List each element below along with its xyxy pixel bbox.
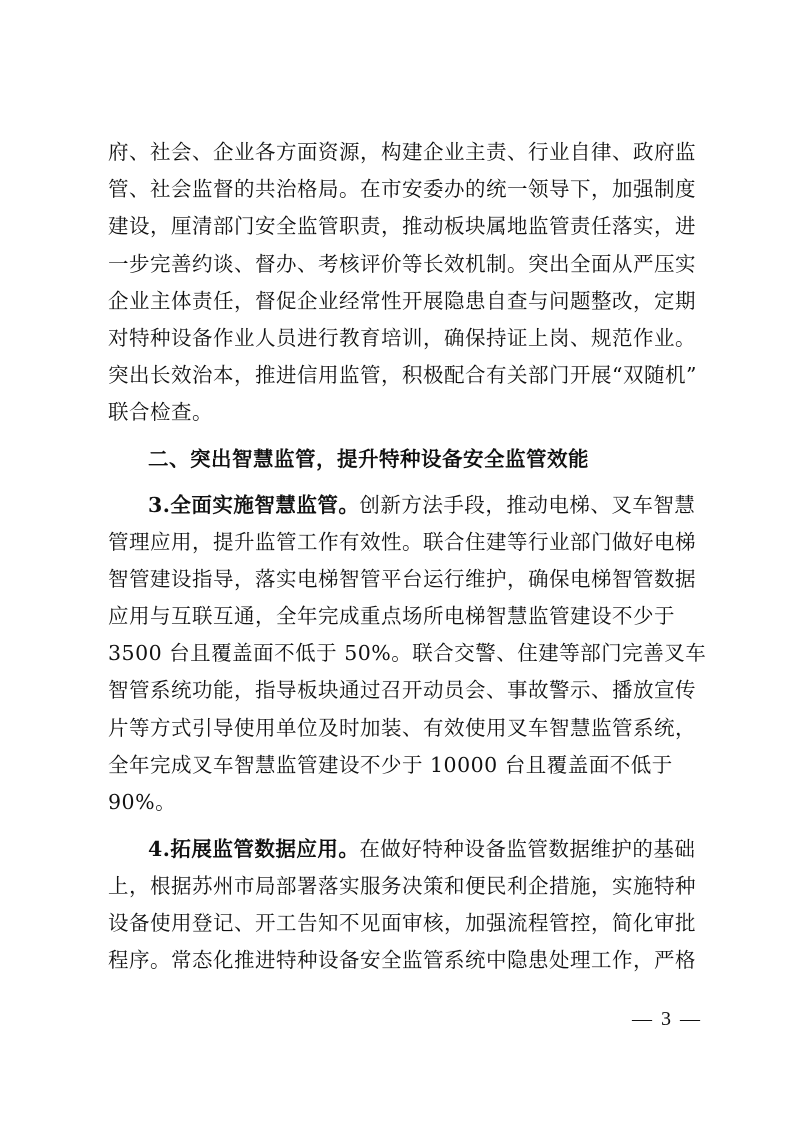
text-line: 突出长效治本，推进信用监管，积极配合有关部门开展“双随机” xyxy=(108,363,697,387)
item-text: 在做好特种设备监管数据维护的基础 xyxy=(359,837,696,861)
text-line: 90%。 xyxy=(108,790,177,814)
text-line: 一步完善约谈、督办、考核评价等长效机制。突出全面从严压实 xyxy=(108,252,696,276)
text-line: 全年完成叉车智慧监管建设不少于 10000 台且覆盖面不低于 xyxy=(108,753,673,777)
item-lead: 4.拓展监管数据应用。 xyxy=(148,837,360,861)
text-line: 3500 台且覆盖面不低于 50%。联合交警、住建等部门完善叉车 xyxy=(108,641,707,665)
text-line: 管理应用，提升监管工作有效性。联合住建等行业部门做好电梯 xyxy=(108,530,696,554)
text-line xyxy=(148,834,696,864)
text-line: 企业主体责任，督促企业经常性开展隐患自查与问题整改，定期 xyxy=(108,289,696,313)
text-line xyxy=(148,490,696,520)
item-text: 创新方法手段，推动电梯、叉车智慧 xyxy=(359,493,696,517)
text-line: 对特种设备作业人员进行教育培训，确保持证上岗、规范作业。 xyxy=(108,326,696,350)
text-line: 管、社会监督的共治格局。在市安委办的统一领导下，加强制度 xyxy=(108,177,696,201)
text-line: 智管系统功能，指导板块通过召开动员会、事故警示、播放宣传 xyxy=(108,678,696,702)
text-line: 智管建设指导，落实电梯智管平台运行维护，确保电梯智管数据 xyxy=(108,567,696,591)
text-line: 片等方式引导使用单位及时加装、有效使用叉车智慧监管系统， xyxy=(108,716,696,740)
page-number: — 3 — xyxy=(632,1008,702,1030)
text-line: 联合检查。 xyxy=(108,400,213,424)
text-line: 上，根据苏州市局部署落实服务决策和便民利企措施，实施特种 xyxy=(108,874,696,898)
text-line: 建设，厘清部门安全监管职责，推动板块属地监管责任落实，进 xyxy=(108,214,696,238)
text-line: 程序。常态化推进特种设备安全监管系统中隐患处理工作，严格 xyxy=(108,948,696,972)
text-line: 设备使用登记、开工告知不见面审核，加强流程管控，简化审批 xyxy=(108,911,696,935)
item-lead: 3.全面实施智慧监管。 xyxy=(148,493,360,517)
section-heading: 二、突出智慧监管，提升特种设备安全监管效能 xyxy=(148,447,589,471)
text-line: 应用与互联互通，全年完成重点场所电梯智慧监管建设不少于 xyxy=(108,604,675,628)
text-line: 府、社会、企业各方面资源，构建企业主责、行业自律、政府监 xyxy=(108,140,696,164)
